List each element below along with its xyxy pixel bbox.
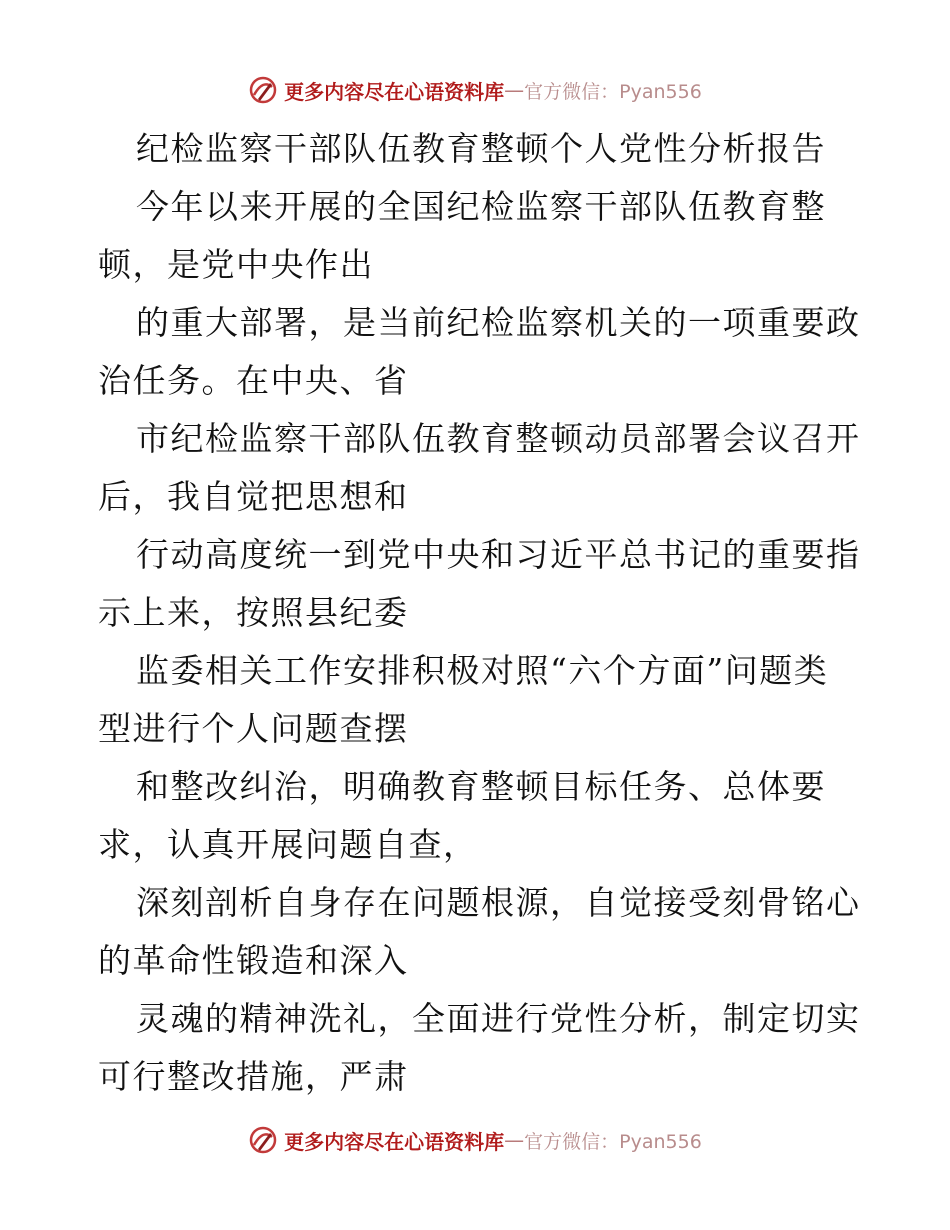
paragraph-line: 和整改纠治，明确教育整顿目标任务、总体要	[136, 767, 826, 806]
banner-brand-text: 更多内容尽在心语资料库	[284, 79, 505, 104]
banner-wechat-text: 官方微信：Pyan556	[524, 1130, 702, 1153]
paragraph-line: 治任务。在中央、省	[98, 361, 409, 400]
paragraph-line: 行动高度统一到党中央和习近平总书记的重要指	[136, 535, 861, 574]
paragraph-line: 求，认真开展问题自查，	[98, 825, 478, 864]
banner-dash: —	[504, 1128, 525, 1152]
paragraph-line: 示上来，按照县纪委	[98, 593, 409, 632]
paragraph-line: 的革命性锻造和深入	[98, 941, 409, 980]
pen-swirl-logo-icon	[248, 75, 278, 105]
paragraph-line: 深刻剖析自身存在问题根源，自觉接受刻骨铭心	[136, 883, 861, 922]
footer-banner	[0, 1120, 950, 1160]
paragraph-line: 型进行个人问题查摆	[98, 709, 409, 748]
banner-dash: —	[504, 78, 525, 102]
header-banner	[0, 70, 950, 110]
paragraph-line: 可行整改措施，严肃	[98, 1057, 409, 1096]
paragraph-line: 今年以来开展的全国纪检监察干部队伍教育整	[136, 187, 826, 226]
banner-brand-text: 更多内容尽在心语资料库	[284, 1129, 505, 1154]
document-title: 纪检监察干部队伍教育整顿个人党性分析报告	[136, 129, 826, 168]
paragraph-line: 顿，是党中央作出	[98, 245, 374, 284]
paragraph-line: 灵魂的精神洗礼，全面进行党性分析，制定切实	[136, 999, 861, 1038]
paragraph-line: 后，我自觉把思想和	[98, 477, 409, 516]
paragraph-line: 的重大部署，是当前纪检监察机关的一项重要政	[136, 303, 861, 342]
banner-wechat-text: 官方微信：Pyan556	[524, 80, 702, 103]
pen-swirl-logo-icon	[248, 1125, 278, 1155]
paragraph-line: 监委相关工作安排积极对照“六个方面”问题类	[136, 651, 829, 690]
paragraph-line: 市纪检监察干部队伍教育整顿动员部署会议召开	[136, 419, 861, 458]
